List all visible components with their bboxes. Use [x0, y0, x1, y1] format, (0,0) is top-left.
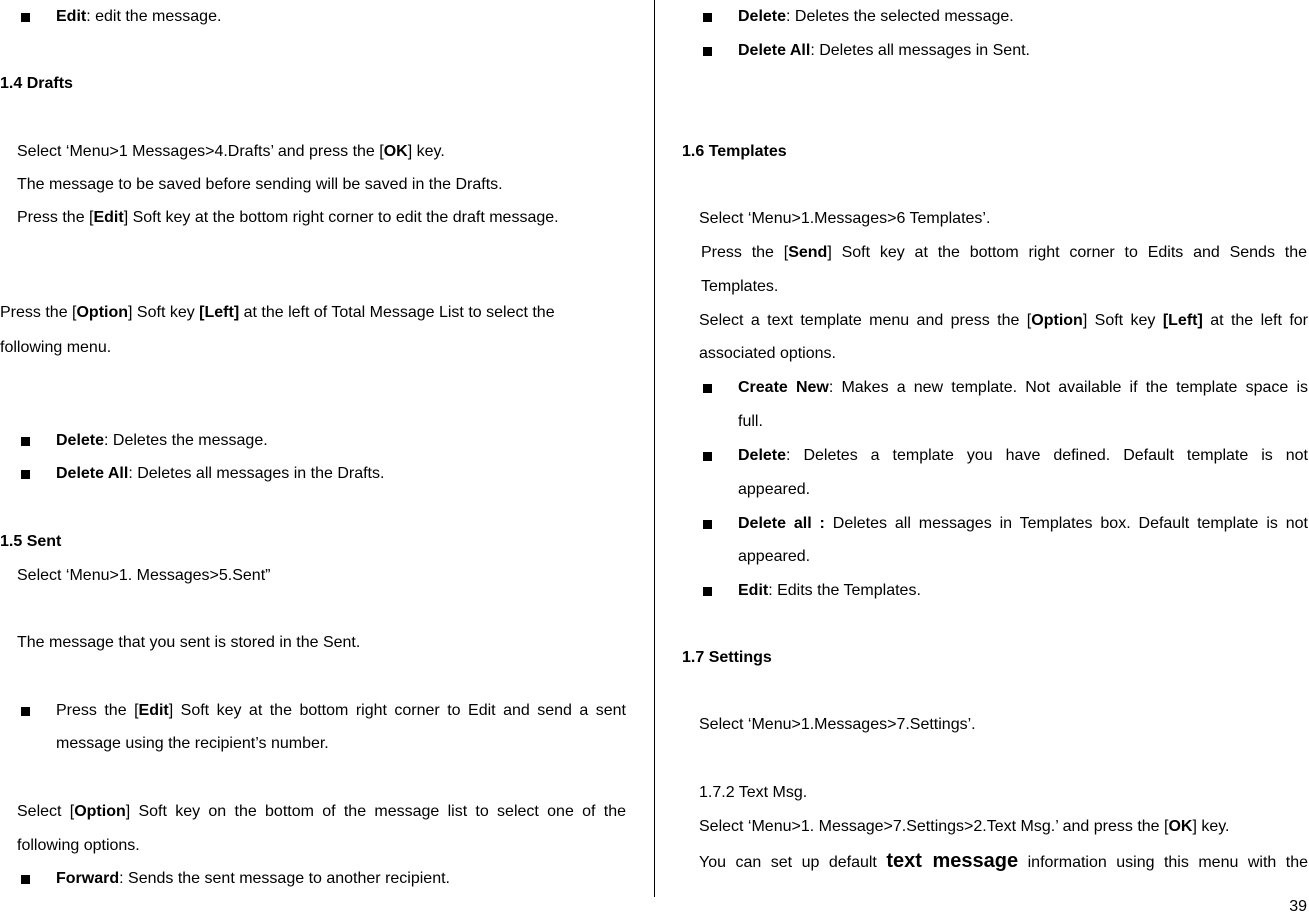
text-span: Press the [: [56, 702, 139, 719]
sent-delete-all-item: [738, 41, 1030, 61]
text-span: You can set up default: [699, 854, 887, 871]
page-number: 39: [1289, 898, 1307, 915]
bullet-icon: [703, 47, 712, 56]
settings-setup-line: [699, 851, 1308, 871]
text-span: ] Soft key at the bottom right corner to Edits and Sends the: [827, 244, 1307, 261]
edit-item: [56, 7, 221, 27]
term: Delete: [56, 432, 105, 449]
settings-sub-heading: 1.7.2 Text Msg.: [699, 784, 808, 801]
templates-edit-item: [738, 581, 921, 601]
text-span: information using this menu with the: [1018, 854, 1309, 871]
key-label: [Left]: [1162, 312, 1203, 329]
templates-heading: 1.6 Templates: [682, 143, 787, 160]
term: Forward: [56, 870, 120, 887]
desc: : Makes a new template. Not available if the template space is: [828, 379, 1308, 396]
emphasis-text: text message: [886, 850, 1019, 872]
text-span: Select ‘Menu>1 Messages>4.Drafts’ and press the [: [17, 143, 384, 160]
templates-delete-item: [738, 446, 1308, 466]
key-label: Edit: [93, 209, 124, 226]
sent-press-line: [56, 701, 626, 721]
text-span: Press the [: [17, 209, 94, 226]
text-span: ] Soft key at the bottom right corner to edit the draft message.: [123, 209, 559, 226]
text-span: Select ‘Menu>1. Message>7.Settings>2.Text Msg.’ and press the [: [699, 818, 1169, 835]
sent-option-line2: following options.: [17, 837, 140, 854]
templates-press-line: [701, 243, 1307, 263]
text-span: at the left of Total Message List to select the: [239, 304, 555, 321]
templates-create-new-item: [738, 378, 1308, 398]
term: Create New: [738, 379, 829, 396]
sent-option-line: [17, 802, 626, 822]
term: Edit: [738, 582, 769, 599]
key-label: Option: [76, 304, 129, 321]
text-span: ] Soft key: [128, 304, 200, 321]
desc: : Deletes the selected message.: [786, 8, 1014, 25]
text-span: Select a text template menu and press the [: [699, 312, 1032, 329]
key-label: Option: [74, 803, 126, 820]
text-span: Press the [: [0, 304, 77, 321]
settings-select-line: Select ‘Menu>1.Messages>7.Settings’.: [699, 716, 976, 733]
desc: : Edits the Templates.: [768, 582, 921, 599]
bullet-icon: [21, 437, 30, 446]
text-span: ] Soft key on the bottom of the message list to select one of the: [125, 803, 626, 820]
key-label: [Left]: [199, 304, 240, 321]
templates-delete-all-item: [738, 514, 1308, 534]
term: Delete All: [738, 42, 811, 59]
key-label: Option: [1031, 312, 1083, 329]
text-span: ] key.: [1192, 818, 1230, 835]
drafts-select-line: [17, 142, 445, 162]
templates-press-line2: Templates.: [701, 278, 779, 295]
bullet-icon: [703, 587, 712, 596]
templates-create-new-cont: full.: [738, 413, 763, 430]
desc: : Deletes all messages in the Drafts.: [128, 465, 385, 482]
drafts-edit-line: [17, 208, 559, 228]
key-label: Send: [788, 244, 828, 261]
settings-sub-select-line: [699, 817, 1230, 837]
sent-delete-item: [738, 7, 1014, 27]
drafts-delete-item: [56, 431, 268, 451]
term: Delete all :: [738, 515, 825, 532]
term: Delete: [738, 447, 787, 464]
templates-select-line: Select ‘Menu>1.Messages>6 Templates’.: [699, 210, 991, 227]
text-span: Select [: [17, 803, 75, 820]
drafts-option-line: [0, 303, 555, 323]
sent-press-line2: message using the recipient’s number.: [56, 735, 329, 752]
drafts-saved-line: The message to be saved before sending will be saved in the Drafts.: [17, 176, 503, 193]
settings-heading: 1.7 Settings: [682, 649, 772, 666]
templates-menu-line: [699, 311, 1308, 331]
key-label: OK: [1168, 818, 1193, 835]
text-span: ] Soft key at the bottom right corner to Edit and send a sent: [168, 702, 626, 719]
bullet-icon: [21, 707, 30, 716]
sent-forward-item: [56, 869, 450, 889]
column-divider: [654, 0, 655, 897]
templates-delete-cont: appeared.: [738, 481, 811, 498]
bullet-icon: [703, 520, 712, 529]
drafts-option-line2: following menu.: [0, 339, 112, 356]
drafts-delete-all-item: [56, 464, 384, 484]
bullet-icon: [703, 384, 712, 393]
sent-stored-line: The message that you sent is stored in the Sent.: [17, 634, 361, 651]
desc: : Deletes the message.: [104, 432, 268, 449]
bullet-icon: [21, 13, 30, 22]
desc: : Deletes all messages in Sent.: [810, 42, 1030, 59]
desc: Deletes all messages in Templates box. Default template is not: [824, 515, 1308, 532]
bullet-icon: [703, 13, 712, 22]
templates-menu-line2: associated options.: [699, 345, 836, 362]
drafts-heading: 1.4 Drafts: [0, 75, 73, 92]
text-span: Press the [: [701, 244, 789, 261]
edit-desc: : edit the message.: [86, 8, 222, 25]
text-span: ] key.: [407, 143, 445, 160]
bullet-icon: [703, 452, 712, 461]
term: Delete: [738, 8, 787, 25]
templates-delete-all-cont: appeared.: [738, 548, 811, 565]
desc: : Deletes a template you have defined. Default template is not: [786, 447, 1308, 464]
edit-term: Edit: [56, 8, 87, 25]
desc: : Sends the sent message to another recipient.: [119, 870, 450, 887]
bullet-icon: [21, 470, 30, 479]
sent-heading: 1.5 Sent: [0, 533, 62, 550]
key-label: Edit: [138, 702, 169, 719]
text-span: ] Soft key: [1082, 312, 1163, 329]
bullet-icon: [21, 875, 30, 884]
sent-select-line: Select ‘Menu>1. Messages>5.Sent”: [17, 567, 271, 584]
term: Delete All: [56, 465, 129, 482]
key-label: OK: [383, 143, 408, 160]
text-span: at the left for: [1202, 312, 1309, 329]
